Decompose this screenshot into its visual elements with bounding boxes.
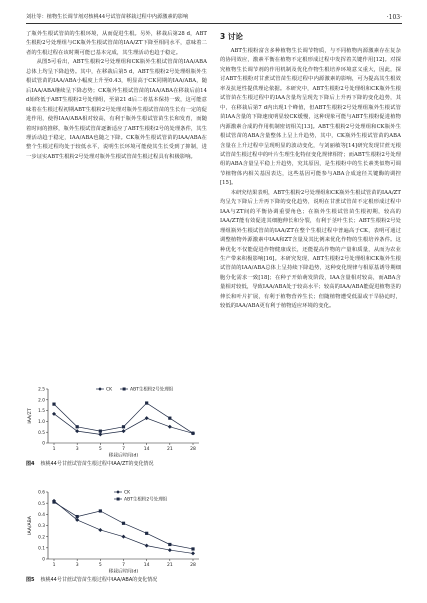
series-line-abt [54, 502, 193, 549]
data-point-abt [145, 401, 148, 404]
y-tick-label: 2.0 [38, 398, 45, 404]
data-point-ck [98, 528, 102, 532]
x-tick-label: 14 [143, 447, 150, 452]
body-paragraph: ABT生根粉富含多种植物生长调节物质，与不同植物内源激素存在复杂的协同效应，激素平衡在植物不定根形成过程中发挥着关键作用[12]。对探究植物生长调节剂的作用机制及优化作物生根培养环境意义重大，因此，探讨ABT生根粉对甘蔗试管苗生根过程中内源激素的影响，可为提高其生根效率及抗逆性提供理论依据。本研究中，ABT生根粉2号处理组和CK瓶外生根试管苗在生根过程中的IAA含量均呈现先下降后上升再下降的变化趋势，其中，在移栽后第7 d内出现1个峰值，但ABT生根粉2号处理组瓶外生根试管苗IAA含量的下降速度明显较CK缓慢，这种现象可能与ABT生根粉促进植物内源激素合成的作用机制密切相关[13]。ABT生根粉2号处理组和CK瓶外生根试管苗的ABA含量整体上呈上升趋势，其中，CK瓶外生根试管苗的ABA含量在上升过程中呈现明显的波动变化，与刘丽敏等[14]研究发现甘蔗无根试管苗生根过程中的叶片生理生化特征变化规律相符；而ABT生根粉2号处理组的ABA含量呈平稳上升趋势，究其原因，是生根粉中的生长素类似物可调节植物体内相关基因表达，这些基因可能参与ABA合成途径关键酶的调控[15]。 [220, 48, 401, 187]
data-point-abt [122, 522, 125, 525]
y-tick-label: 0.6 [38, 490, 45, 496]
x-axis-label: 移栽后时间(d) [108, 569, 139, 574]
data-point-abt [52, 403, 55, 406]
figure-caption-text: 核桃44号甘蔗试管苗生根过程中IAA/ABA的变化情况 [40, 577, 158, 583]
x-tick-label: 1 [52, 563, 56, 568]
x-tick-label: 21 [166, 563, 173, 568]
iaa-aba-chart [26, 486, 207, 574]
figure-caption [26, 460, 207, 468]
legend-label-ck: CK [124, 490, 131, 496]
data-point-ck [168, 548, 172, 552]
figure-4 [26, 383, 207, 468]
y-tick-label: 1.5 [38, 409, 45, 415]
legend-label-ck: CK [106, 387, 113, 393]
section-heading: 3 讨论 [220, 32, 243, 41]
y-tick-label: 0 [42, 441, 45, 447]
body-paragraph: 了瓶外生根试管苗的生根环境，从而促进生根。另外，移栽后第28 d，ABT生根粉2号处理组与CK瓶外生根试管苗的IAA/ZT下降至相同水平，意味着二者的生根过程在该时期可能已基本完成，其生理活动也趋于稳定。 [26, 31, 207, 56]
x-axis-label: 移栽后时间(d) [108, 453, 139, 458]
data-point-ck [145, 416, 149, 420]
data-point-abt [122, 425, 125, 428]
series-line-abt [54, 403, 193, 433]
legend-marker-abt [123, 388, 126, 391]
x-tick-label: 1 [52, 447, 56, 452]
legend-marker-abt [117, 498, 120, 501]
running-header [26, 12, 402, 24]
legend-marker-ck [98, 387, 102, 391]
x-tick-label: 7 [122, 563, 125, 568]
figure-5 [26, 486, 207, 584]
y-axis-label: IAA/ABA [28, 516, 33, 535]
right-column [220, 30, 401, 312]
legend-label-abt: ABT生根粉2号处理组 [130, 387, 174, 393]
x-tick-label: 3 [75, 563, 79, 568]
x-tick-label: 7 [122, 447, 125, 452]
data-point-ck [191, 551, 195, 555]
x-tick-label: 5 [98, 563, 102, 568]
y-tick-label: 0.3 [38, 524, 45, 530]
data-point-ck [98, 432, 102, 436]
data-point-abt [52, 500, 55, 503]
data-point-ck [122, 535, 126, 539]
x-tick-label: 21 [166, 447, 173, 452]
figure-label: 图4 [26, 461, 35, 467]
legend-marker-ck [116, 490, 120, 494]
x-tick-label: 28 [190, 447, 196, 452]
data-point-ck [168, 425, 172, 429]
data-point-abt [168, 543, 171, 546]
data-point-abt [99, 509, 102, 512]
x-tick-label: 28 [190, 563, 196, 568]
y-axis-label: IAA/ZT [28, 408, 33, 424]
y-tick-label: 0.4 [38, 512, 45, 518]
figure-label: 图5 [26, 577, 35, 583]
y-tick-label: 0.2 [38, 535, 45, 541]
data-point-abt [76, 515, 79, 518]
data-point-ck [145, 544, 149, 548]
y-tick-label: 0 [42, 557, 45, 563]
body-paragraph: 本研究结果表明，ABT生根粉2号处理组和CK瓶外生根试管苗的IAA/ZT均呈先下降后上升再下降的变化趋势，说明在甘蔗试管苗不定根形成过程中IAA与ZT间的平衡协调重要角色；在瓶外生根试管苗生根初期，较高的IAA/ZT能有效促进其细胞伸长和分裂，有利于茎叶生长；ABT生根粉2号处理组瓶外生根试管苗的IAA/ZT在整个生根过程中普遍高于CK，表明可通过调整植物外源激素中IAA和ZT含量及其比例来优化作物的生根培养条件。这种优化不仅能促进作物健康成长，还能提高作物的产量和质量，从而为农业生产带来积极影响[16]。本研究发现，ABT生根粉2号处理组和CK瓶外生根试管苗的IAA/ABA总体上呈持续下降趋势，这种变化规律与相原基诱导期细胞分化需求一致[18]；在种子开始萌发阶段，IAA含量相对较高，而ABA含量相对较低，导致IAA/ABA处于较高水平；较高的IAA/ABA能促进植物茎的伸长和叶片扩展，有利于植物营养生长；但随植物遭受低温或干旱胁迫时，较低的IAA/ABA更有利于植物适应环境的变化。 [220, 189, 401, 310]
running-title: 刘壮等：植物生长调节剂对核桃44号试管苗移栽过程中内源激素的影响 [26, 14, 189, 20]
series-line-ck [54, 501, 193, 553]
data-point-abt [76, 425, 79, 428]
data-point-abt [168, 417, 171, 420]
y-tick-label: 1.0 [38, 420, 45, 425]
data-point-abt [191, 432, 194, 435]
data-point-ck [122, 429, 126, 433]
x-tick-label: 3 [75, 447, 79, 452]
body-paragraph: 从图5可看出，ABT生根粉2号处理组和CK瓶外生根试管苗的IAA/ABA总体上均呈下降趋势。其中，在移栽后第5 d，ABT生根粉2号处理组瓶外生根试管苗的IAA/ABA小幅度上升至0.43，明显高于CK同期的IAA/ABA，随后IAA/ABA继续呈下降态势；CK瓶外生根试管苗的IAA/ABA在移栽后前14 d始终低于ABT生根粉2号处理组，至第21 d后二者基本保持一致，这可能意味着在生根过程初期ABT生根粉2号处理对瓶外生根试管苗的生长有一定的促进作用，使得IAA/ABA相对较高，有利于瓶外生根试管苗生长和发育，而随着时间的推移，瓶外生根试管苗逐渐适应了ABT生根粉2号的处理条件，其生理活动趋于稳定，IAA/ABA也随之下降。CK瓶外生根试管苗的IAA/ABA在整个生根过程均处于较低水平，说明生长环境可能使其生长受到了抑制，进一步证实ABT生根粉2号处理对瓶外生根试管苗生根过程具有积极影响。 [26, 59, 207, 160]
x-tick-label: 5 [98, 447, 102, 452]
iaa-zt-chart [26, 383, 207, 458]
data-point-abt [191, 547, 194, 550]
data-point-abt [99, 430, 102, 433]
y-tick-label: 0.5 [38, 501, 45, 507]
left-column [26, 30, 207, 162]
figure-caption-text: 核桃44号甘蔗试管苗生根过程中IAA/ZT的变化情况 [40, 461, 154, 467]
y-tick-label: 0.5 [38, 430, 45, 436]
y-tick-label: 2.5 [38, 387, 45, 393]
data-point-abt [145, 532, 148, 535]
y-tick-label: 0.1 [38, 546, 45, 552]
legend-label-abt: ABT生根粉2号处理组 [124, 497, 168, 503]
x-tick-label: 14 [143, 563, 150, 568]
page-number: ·103· [386, 14, 402, 21]
figure-caption [26, 576, 207, 584]
